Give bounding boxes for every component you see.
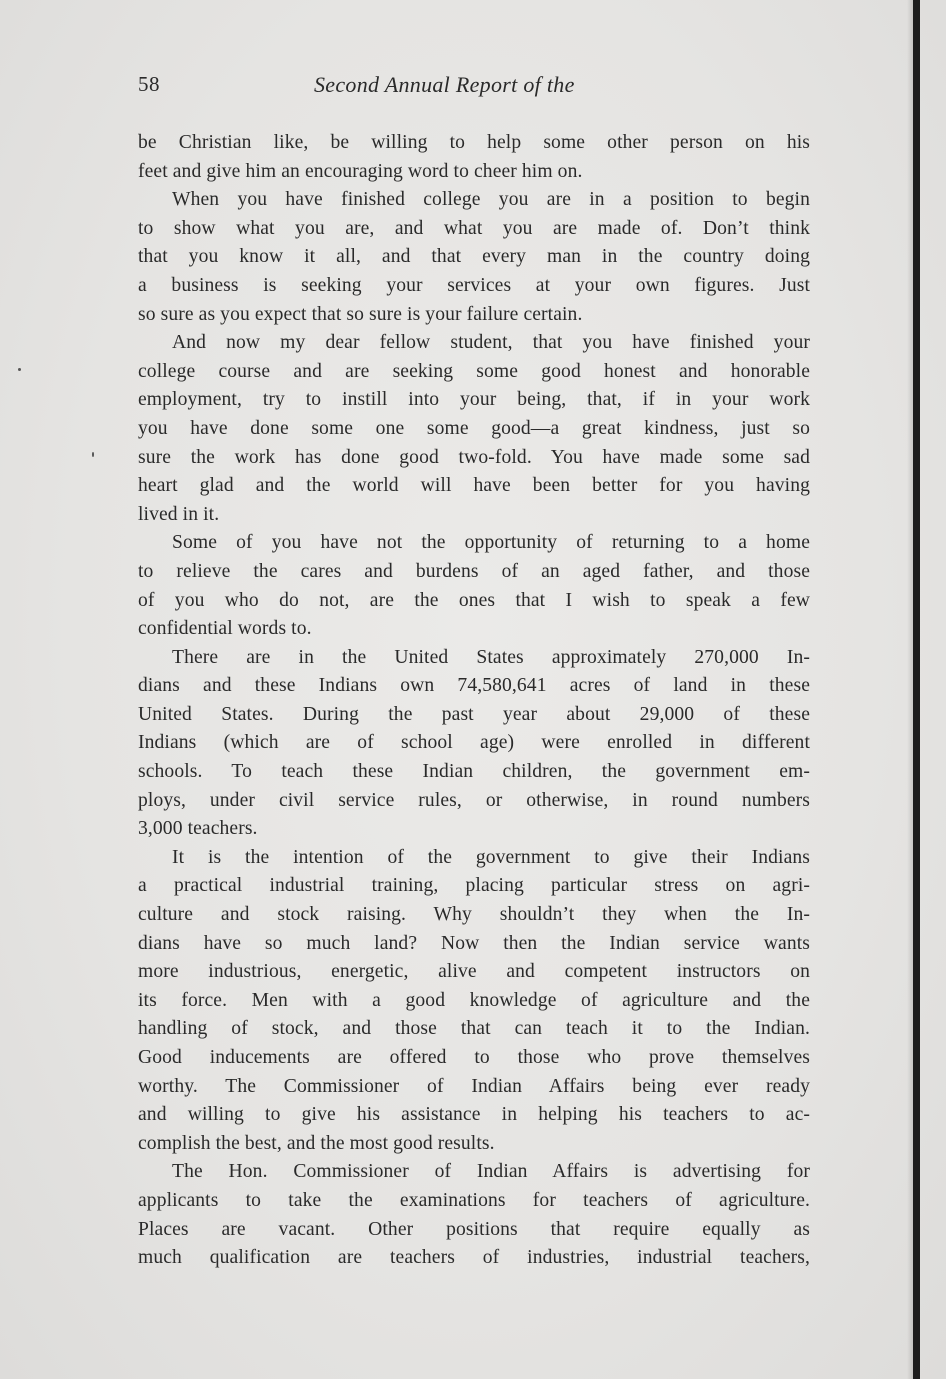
text-line: The Hon. Commissioner of Indian Affairs is advertising for [172, 1161, 810, 1183]
text-line: employment, try to instill into your being, that, if in your work [138, 389, 810, 411]
text-line: sure the work has done good two-fold. You have made some sad [138, 446, 810, 468]
text-line: dians have so much land? Now then the Indian service wants [138, 932, 810, 954]
text-line: a practical industrial training, placing particular stress on agri- [138, 875, 810, 897]
paper-speck [92, 452, 94, 457]
text-line: heart glad and the world will have been better for you having [138, 475, 810, 497]
text-line: culture and stock raising. Why shouldn’t they when the In- [138, 904, 810, 926]
text-line: It is the intention of the government to give their Indians [172, 846, 810, 868]
text-line: a business is seeking your services at your own figures. Just [138, 274, 810, 296]
text-line: Indians (which are of school age) were enrolled in different [138, 732, 810, 754]
text-line: United States. During the past year about 29,000 of these [138, 703, 810, 725]
text-line: to relieve the cares and burdens of an aged father, and those [138, 560, 810, 582]
text-line: Places are vacant. Other positions that require equally as [138, 1218, 810, 1240]
page-binding-edge [913, 0, 920, 1379]
text-line: worthy. The Commissioner of Indian Affairs being ever ready [138, 1075, 810, 1097]
text-line: of you who do not, are the ones that I wish to speak a few [138, 589, 810, 611]
body-text [138, 129, 810, 1273]
page-header [138, 72, 810, 102]
text-line: Good inducements are offered to those who prove themselves [138, 1047, 810, 1068]
running-title: Second Annual Report of the [314, 72, 575, 97]
text-line: 3,000 teachers. [138, 818, 258, 840]
text-line: college course and are seeking some good honest and honorable [138, 360, 810, 382]
text-line: lived in it. [138, 503, 220, 525]
text-line: be Christian like, be willing to help some other person on his [138, 132, 810, 153]
page-number: 58 [138, 72, 160, 96]
text-line: to show what you are, and what you are made of. Don’t think [138, 217, 810, 239]
text-line: handling of stock, and those that can teach it to the Indian. [138, 1018, 810, 1040]
text-line: ploys, under civil service rules, or otherwise, in round numbers [138, 789, 810, 811]
text-line: feet and give him an encouraging word to cheer him on. [138, 160, 583, 182]
text-line: And now my dear fellow student, that you have finished your [172, 332, 810, 354]
paper-speck [18, 368, 21, 371]
text-line: more industrious, energetic, alive and competent instructors on [138, 961, 810, 983]
text-line: you have done some one some good—a great kindness, just so [138, 417, 810, 439]
text-line: When you have finished college you are in a position to begin [172, 189, 810, 211]
text-line: confidential words to. [138, 618, 312, 640]
text-line: applicants to take the examinations for teachers of agriculture. [138, 1189, 810, 1211]
text-line: and willing to give his assistance in helping his teachers to ac- [138, 1104, 810, 1126]
text-line: schools. To teach these Indian children, the government em- [138, 761, 810, 783]
text-line: dians and these Indians own 74,580,641 acres of land in these [138, 675, 810, 697]
text-line: complish the best, and the most good results. [138, 1132, 495, 1154]
text-line: There are in the United States approximately 270,000 In- [172, 646, 810, 668]
text-line: its force. Men with a good knowledge of agriculture and the [138, 989, 810, 1011]
text-line: Some of you have not the opportunity of returning to a home [172, 532, 810, 554]
text-line: that you know it all, and that every man in the country doing [138, 246, 810, 268]
text-line: so sure as you expect that so sure is your failure certain. [138, 303, 583, 325]
text-line: much qualification are teachers of industries, industrial teachers, [138, 1247, 810, 1269]
